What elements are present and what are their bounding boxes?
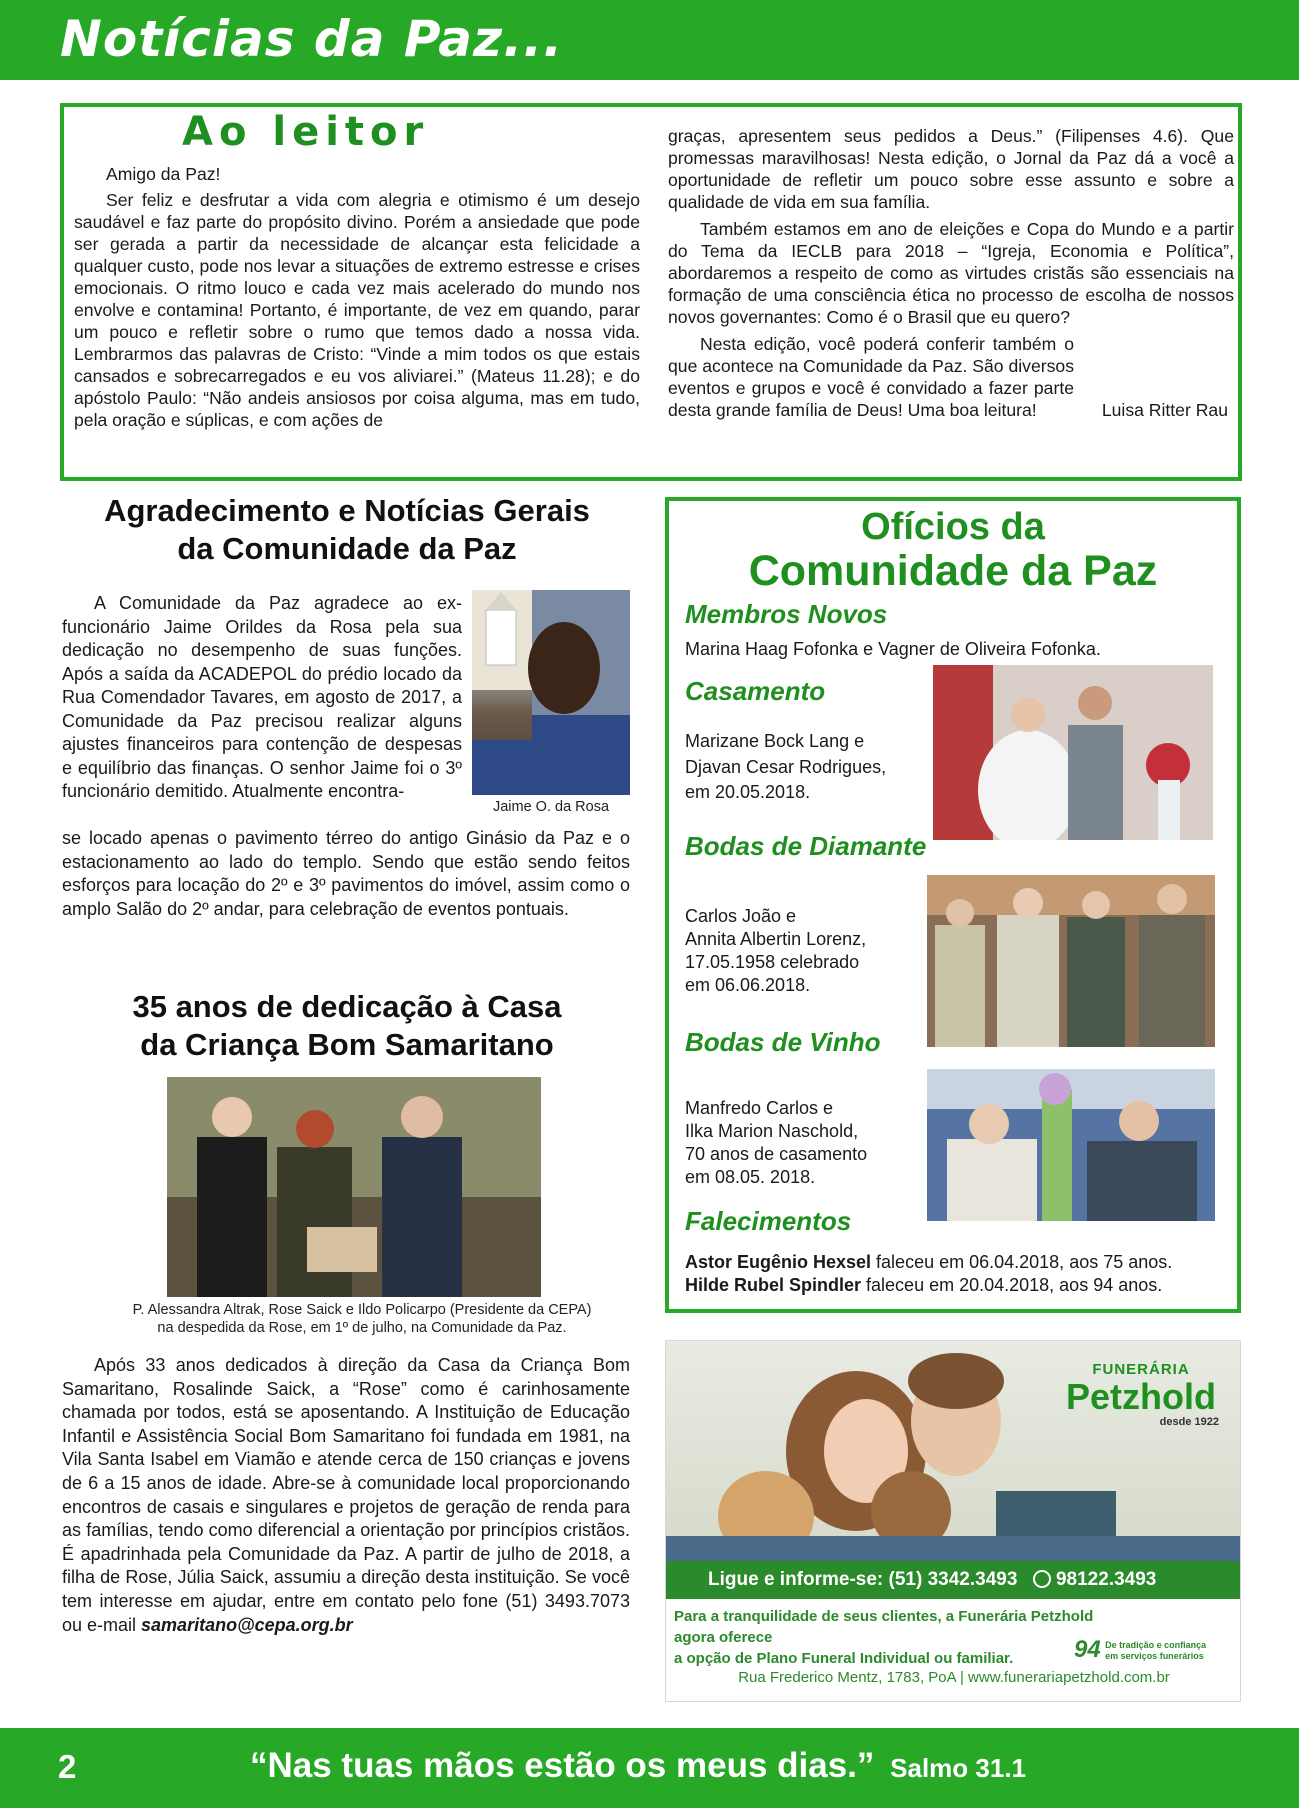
couple-illustration xyxy=(927,1069,1215,1221)
falecimentos-heading: Falecimentos xyxy=(685,1206,852,1236)
casa-crianca-text: Após 33 anos dedicados à direção da Casa da Criança Bom Samaritano, Rosalinde Saick, a “Rose” como é carinhosamente chamada por todos, está se aposentando. A Instituição de Educação Infantil e Assistência Social Bom Samaritano foi fundada em 1981, na Vila Santa Isabel em Viamão e atende cerca de 150 crianças e jovens de 6 a 15 anos de idade. Abre-se à comunidade local proporcionando encontros de casais e singulares e projetos de geração de renda para as famílias, tendo como diferencial a orientação por princípios cristãos. É apadrinhada pela Comunidade da Paz. A partir de julho de 2018, a filha de Rose, Júlia Saick, assumiu a direção desta instituição. Se você tem interesse em ajudar, entre em contato pelo fone (51) 3493.7073 ou e-mail samaritano@cepa.org.br xyxy=(62,1355,630,1635)
vinho-text: Manfredo Carlos e Ilka Marion Naschold, 70 anos de casamento em 08.05. 2018. xyxy=(685,1098,868,1187)
oficios-title-line1: Ofícios da xyxy=(861,506,1045,548)
jaime-photo-caption: Jaime O. da Rosa xyxy=(492,799,610,815)
despedida-caption: P. Alessandra Altrak, Rose Saick e Ildo Policarpo (Presidente da CEPA) na despedida da Rose, em 1º de julho, na Comunidade da Paz. xyxy=(132,1302,592,1336)
greeting: Amigo da Paz! xyxy=(106,164,221,184)
membros-text: Marina Haag Fofonka e Vagner de Oliveira Fofonka. xyxy=(685,639,1101,659)
page-title: Notícias da Paz... xyxy=(60,10,564,68)
wedding-illustration xyxy=(933,665,1213,840)
casa-crianca-title: 35 anos de dedicação à Casa da Criança Bom Samaritano xyxy=(132,989,562,1062)
diamante-photo xyxy=(927,875,1215,1047)
diamante-text: Carlos João e Annita Albertin Lorenz, 17.05.1958 celebrado em 06.06.2018. xyxy=(685,906,867,995)
ad-badge: 94 De tradição e confiança em serviços funerários xyxy=(1074,1636,1207,1663)
ad-offer: Para a tranquilidade de seus clientes, a Funerária Petzhold agora oferece a opção de Plano Funeral Individual ou familiar. xyxy=(674,1608,1094,1667)
ao-leitor-box xyxy=(60,103,1242,481)
casamento-heading: Casamento xyxy=(685,676,826,706)
signature: Luisa Ritter Rau xyxy=(1101,400,1228,420)
ad-address: Rua Frederico Mentz, 1783, PoA | www.funerariapetzhold.com.br xyxy=(738,1669,1170,1686)
casamento-text: Marizane Bock Lang e Djavan Cesar Rodrigues, em 20.05.2018. xyxy=(685,731,887,802)
whatsapp-icon xyxy=(1033,1570,1051,1588)
oficios-title-line2: Comunidade da Paz xyxy=(748,547,1158,595)
group-photo-illustration xyxy=(167,1077,541,1297)
paragraph: Também estamos em ano de eleições e Copa do Mundo e a partir do Tema da IECLB para 2018 – “Igreja, Economia e Política”, abordaremos a respeito de como as virtudes cristãs são essenciais na formação de uma consciência ética no processo de escolha de nossos novos governantes: Como é o Brasil que eu quero? xyxy=(668,219,1234,327)
page-number: 2 xyxy=(58,1748,77,1785)
vinho-heading: Bodas de Vinho xyxy=(685,1027,881,1057)
vinho-photo xyxy=(927,1069,1215,1221)
footer-bar xyxy=(0,1728,1299,1808)
footer-quote: “Nas tuas mãos estão os meus dias.” Salmo 31.1 xyxy=(250,1746,1027,1785)
despedida-photo xyxy=(167,1077,541,1297)
jaime-photo xyxy=(472,590,630,795)
portrait-illustration xyxy=(472,590,630,795)
paragraph: Nesta edição, você poderá conferir também o que acontece na Comunidade da Paz. São diversos eventos e grupos e você é convidado a fazer parte desta grande família de Deus! Uma boa leitura! xyxy=(668,334,1074,420)
paragraph: graças, apresentem seus pedidos a Deus.” (Filipenses 4.6). Que promessas maravilhosas! Nesta edição, o Jornal da Paz dá a você a oportunidade de refletir um pouco sobre esse assunto e sobre a qualidade de vida em sua família. xyxy=(668,126,1234,212)
ad-phone-bar: Ligue e informe-se: (51) 3342.3493 98122.3493 xyxy=(666,1561,1241,1599)
diamante-heading: Bodas de Diamante xyxy=(685,831,927,861)
agradecimento-title: Agradecimento e Notícias Gerais da Comunidade da Paz xyxy=(104,493,590,566)
funeraria-ad xyxy=(665,1340,1241,1702)
agradecimento-text-below: se locado apenas o pavimento térreo do antigo Ginásio da Paz e o estacionamento ao lado do templo. Sendo que estão sendo feitos esforços para locação do 2º e 3º pavimentos do imóvel, assim como o amplo Salão do 2º andar, para celebração de eventos pontuais. xyxy=(62,828,630,919)
ad-logo: FUNERÁRIA Petzhold desde 1922 xyxy=(1066,1361,1219,1428)
header-bar xyxy=(0,0,1299,80)
paragraph: Ser feliz e desfrutar a vida com alegria e otimismo é um desejo saudável e faz parte do propósito divino. Porém a ansiedade que pode ser gerada a partir da necessidade de alcançar esta felicidade a qualquer custo, pode nos levar a situações de extremo estresse e crises emocionais. O ritmo louco e cada vez mais acelerado do mundo nos envolve e contamina! Portanto, é importante, de vez em quando, parar um pouco e refletir sobre o rumo que temos dado a nossa vida. Lembrarmos das palavras de Cristo: “Vinde a mim todos os que estais cansados e sobrecarregados e eu vos aliviarei.” (Mateus 11.28); e do apóstolo Paulo: “Não andeis ansiosos por coisa alguma, mas em tudo, pela oração e súplicas, e com ações de xyxy=(74,190,640,430)
oficios-box xyxy=(665,497,1241,1313)
email-link[interactable]: samaritano@cepa.org.br xyxy=(141,1614,353,1635)
casamento-photo xyxy=(933,665,1213,840)
family-illustration xyxy=(927,875,1215,1047)
ao-leitor-right-column xyxy=(668,125,1234,421)
ao-leitor-left-column xyxy=(74,163,640,431)
ao-leitor-title: Ao leitor xyxy=(182,109,430,155)
agradecimento-text-beside: A Comunidade da Paz agradece ao ex-funcionário Jaime Orildes da Rosa pela sua dedicação no desempenho de suas funções. Após a saída da ACADEPOL do prédio locado da Rua Comendador Tavares, em agosto de 2017, a Comunidade da Paz precisou realizar alguns ajustes financeiros para contenção de despesas e equilíbrio das finanças. O senhor Jaime foi o 3º funcionário demitido. Atualmente encontra- xyxy=(62,593,462,801)
falecimentos-text: Astor Eugênio Hexsel faleceu em 06.04.2018, aos 75 anos. Hilde Rubel Spindler faleceu em 20.04.2018, aos 94 anos. xyxy=(685,1252,1173,1295)
membros-heading: Membros Novos xyxy=(685,599,888,629)
